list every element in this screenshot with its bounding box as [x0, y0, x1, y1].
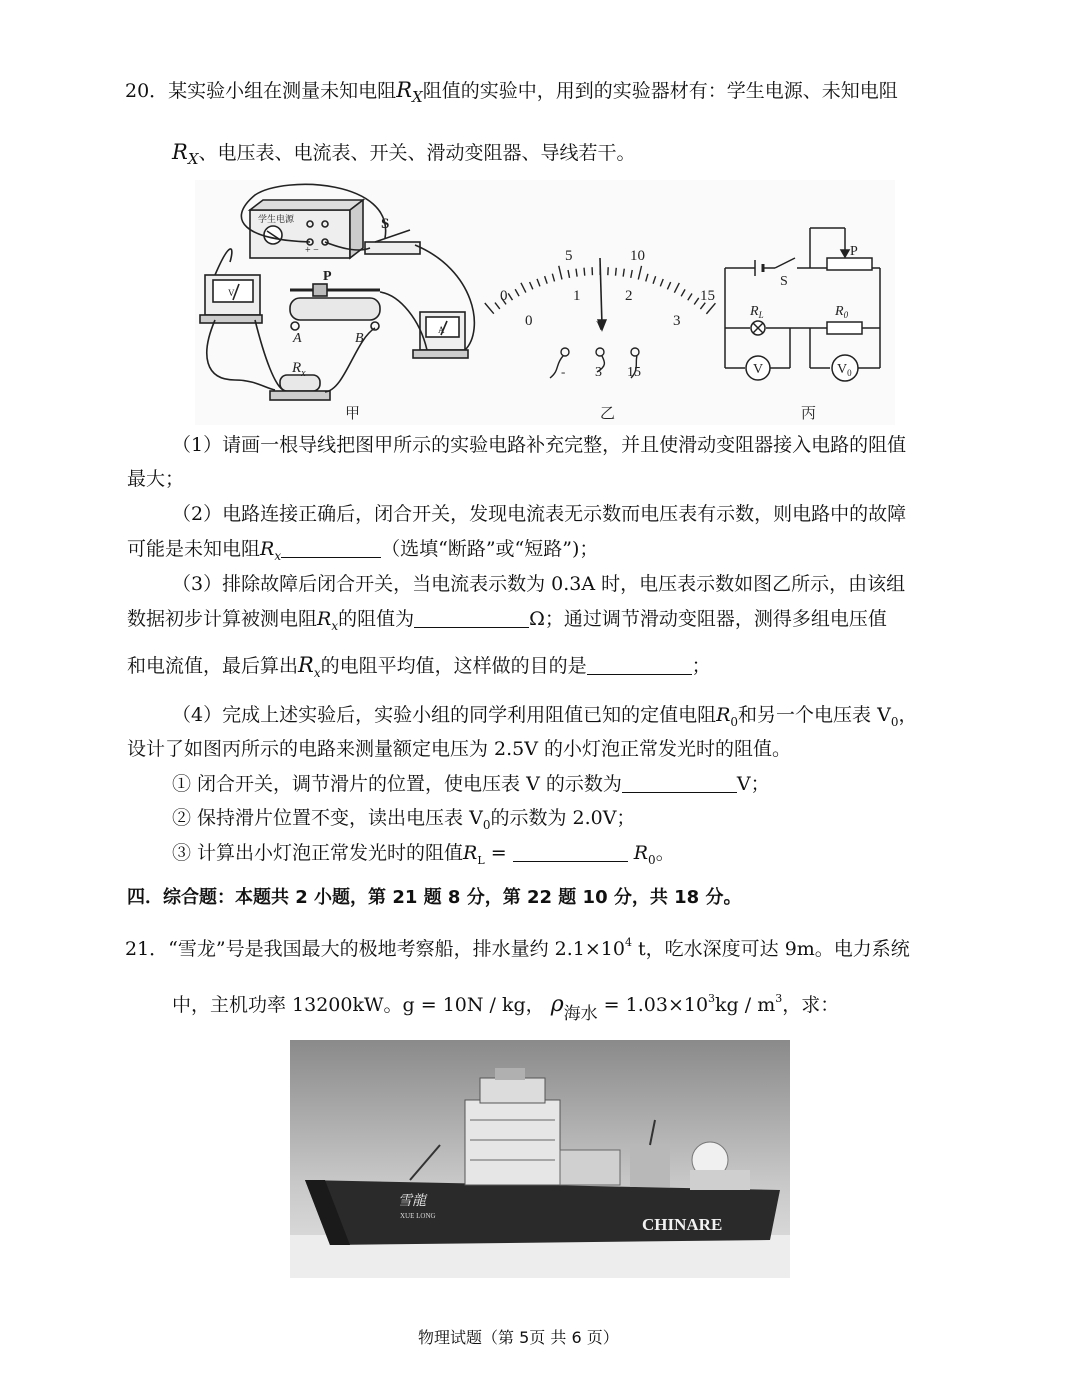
q20-line1-b: 阻值的实验中，用到的实验器材有：学生电源、未知电阻	[422, 80, 898, 102]
scale-bottom-3: 3	[673, 313, 681, 329]
terminal-b-label: B	[355, 331, 364, 346]
terminal-a-label: A	[293, 331, 302, 346]
bing-r0-label: $R_0$	[835, 304, 849, 320]
answer-blank-purpose[interactable]	[587, 654, 692, 675]
ship-chinese-name: 雪龍	[398, 1194, 426, 1209]
scale-bottom-1: 1	[573, 288, 581, 304]
terminal-minus: -	[561, 364, 566, 379]
q20-line2: $R_X$、电压表、电流表、开关、滑动变阻器、导线若干。	[172, 140, 636, 168]
q20-part1-line2: 最大；	[127, 468, 185, 490]
bing-v0-label: $V_0$	[837, 362, 852, 378]
scale-top-0: 0	[500, 288, 508, 304]
page-footer: 物理试题（第 5页 共 6 页）	[418, 1328, 619, 1347]
ammeter-label: A	[438, 325, 445, 335]
rx-label: $R_x$	[292, 360, 306, 379]
q20-part3-line3: 和电流值，最后算出$R_x$的电阻平均值，这样做的目的是 ；	[127, 653, 711, 680]
switch-label: S	[381, 216, 390, 232]
q20-part4-line2: 设计了如图丙所示的电路来测量额定电压为 2.5V 的小灯泡正常发光时的阻值。	[127, 738, 792, 760]
q20-figure	[195, 180, 895, 425]
q20-part3-line1: （3）排除故障后闭合开关，当电流表示数为 0.3A 时，电压表示数如图乙所示，由该组	[172, 573, 906, 595]
answer-blank-fault[interactable]	[281, 537, 381, 558]
ship-hull-text: CHINARE	[642, 1215, 723, 1234]
q20-step2: ② 保持滑片位置不变，读出电压表 $V_0$的示数为 2.0V；	[172, 807, 636, 832]
bing-slider-label: P	[850, 244, 858, 259]
caption-jia: 甲	[345, 406, 361, 422]
q21-line1: 21．“雪龙”号是我国最大的极地考察船，排水量约 $2.1\times 10^4$ t，吃水深度可达 9m。电力系统	[125, 936, 910, 960]
answer-blank-resistance[interactable]	[414, 607, 529, 628]
answer-blank-ratio[interactable]	[513, 841, 628, 862]
meter-tick	[584, 268, 585, 276]
q21-line2: 中，主机功率 13200kW。g = 10N / kg， ρ海水 = $1.03\times 10^3kg / m^3$，求：	[172, 992, 840, 1024]
caption-yi: 乙	[600, 406, 616, 422]
meter-tick	[616, 268, 617, 276]
caption-bing: 丙	[801, 406, 817, 422]
supply-label: 学生电源	[258, 214, 295, 224]
q20-part2-line2: 可能是未知电阻$R_x$ （选填“断路”或“短路”)；	[127, 538, 599, 563]
xuelong-ship-photo	[290, 1040, 790, 1278]
voltmeter-label: V	[228, 288, 235, 298]
meter-unit: V	[596, 318, 606, 333]
terminal-15: 15	[627, 365, 641, 380]
q20-part2-line1: （2）电路连接正确后，闭合开关，发现电流表无示数而电压表有示数，则电路中的故障	[172, 503, 907, 525]
q20-line1-a: 20．某实验小组在测量未知电阻	[125, 80, 397, 102]
scale-top-15: 15	[700, 288, 715, 304]
q20-part4-line1: （4）完成上述实验后，实验小组的同学利用阻值已知的定值电阻$R_0$和另一个电压表 $V_0$，	[172, 704, 918, 729]
scale-top-10: 10	[630, 248, 645, 264]
q20-step3: ③ 计算出小灯泡正常发光时的阻值$R_L = R_0$。	[172, 842, 675, 867]
q20-part1-line1: （1）请画一根导线把图甲所示的实验电路补充完整，并且使滑动变阻器接入电路的阻值	[172, 434, 907, 456]
scale-bottom-2: 2	[625, 288, 633, 304]
scale-top-5: 5	[565, 248, 573, 264]
slider-label: P	[323, 269, 332, 284]
terminal-3: 3	[595, 365, 602, 380]
scale-bottom-0: 0	[525, 313, 533, 329]
ship-pinyin-name: XUE LONG	[400, 1212, 436, 1220]
bing-switch-label: S	[780, 274, 788, 289]
q20-step1: ① 闭合开关，调节滑片的位置，使电压表 V 的示数为 V；	[172, 773, 770, 795]
section-4-heading: 四．综合题：本题共 2 小题，第 21 题 8 分，第 22 题 10 分，共 18 分。	[127, 887, 742, 908]
q20-line1: 20．某实验小组在测量未知电阻$R_X$阻值的实验中，用到的实验器材有：学生电源、未知电阻	[125, 78, 898, 106]
q20-part3-line2: 数据初步计算被测电阻$R_x$的阻值为 Ω；通过调节滑动变阻器，测得多组电压值	[127, 608, 887, 633]
bing-rl-label: $R_L$	[750, 304, 764, 320]
answer-blank-voltage[interactable]	[622, 772, 737, 793]
supply-polarity: + −	[305, 245, 319, 256]
bing-v-label: V	[753, 362, 764, 377]
